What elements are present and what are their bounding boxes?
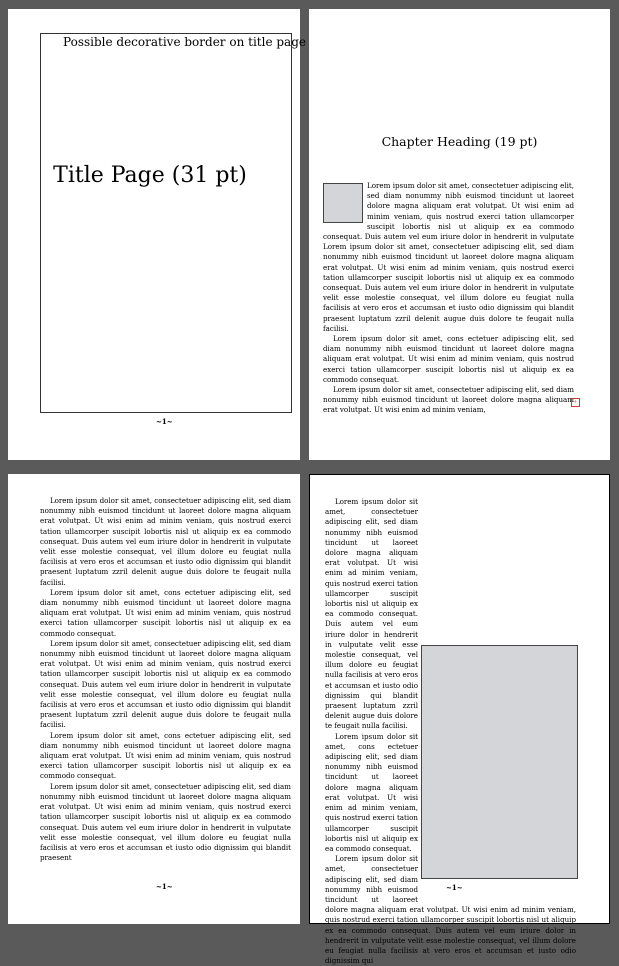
- left-body-text: [40, 496, 291, 879]
- chapter-heading: Chapter Heading (19 pt): [381, 134, 538, 149]
- page-title: Title Page (31 pt): [53, 163, 247, 188]
- paragraph: Lorem ipsum dolor sit amet, consectetuer adipiscing elit, sed diam nonummy nibh euismod tincidunt ut laoreet dolore magna aliquam erat volutpat. Ut wisi enim ad minim veniam, quis nostrud exerci tation ullamcorper suscipit lobortis nisl ut aliquip ex ea commodo consequat. Duis autem vel eum iriure dolor in hendrerit in vulputate velit esse molestie consequat, vel illum dolore eu feugiat nulla facilisis at vero eros et accumsan et iusto odio dignissim qui blandit praesent luptatum zzril delenit augue duis dolore te feugait nulla facilisi.: [40, 496, 291, 587]
- paragraph: Lorem ipsum dolor sit amet, consectetuer adipiscing elit, sed diam nonummy nibh euismod tincidunt ut laoreet dolore magna aliquam erat volutpat. Ut wisi enim ad minim veniam, quis nostrud exerci tation ullamcorper suscipit lobortis nisl ut aliquip ex ea commodo consequat. Duis autem vel eum iriure dolor in hendrerit in vulputate velit esse molestie consequat, vel illum dolore eu feugiat nulla facilisis at vero eros et accumsan et iusto odio dignissim qui blandit praesent luptatum zzril delenit augue duis dolore te feugait nulla facilisi.: [325, 497, 418, 731]
- paragraph: Lorem ipsum dolor sit amet, cons ectetuer adipiscing elit, sed diam nonummy nibh euismod tincidunt ut laoreet dolore magna aliquam erat volutpat. Ut wisi enim ad minim veniam, quis nostrud exerci tation ullamcorper suscipit lobortis nisl ut aliquip ex ea commodo consequat.: [325, 731, 418, 853]
- paragraph: Lorem ipsum dolor sit amet, cons ectetuer adipiscing elit, sed diam nonummy nibh euismod tincidunt ut laoreet dolore magna aliquam erat volutpat. Ut wisi enim ad minim veniam, quis nostrud exerci tation ullamcorper suscipit lobortis nisl ut aliquip ex ea commodo consequat.: [40, 730, 291, 781]
- paragraph: Lorem ipsum dolor sit amet, consectetuer adipiscing elit, sed diam nonummy nibh euismod tincidunt ut laoreet dolore magna aliquam erat volutpat. Ut wisi enim ad minim veniam,: [323, 385, 574, 415]
- border-note: Possible decorative border on title page: [63, 35, 306, 49]
- paragraph: Lorem ipsum dolor sit amet, cons ectetuer adipiscing elit, sed diam nonummy nibh euismod tincidunt ut laoreet dolore magna aliquam erat volutpat. Ut wisi enim ad minim veniam, quis nostrud exerci tation ullamcorper suscipit lobortis nisl ut aliquip ex ea commodo consequat.: [323, 334, 574, 384]
- right-text-page[interactable]: [309, 474, 610, 966]
- paragraph: Lorem ipsum dolor sit amet, cons ectetuer adipiscing elit, sed diam nonummy nibh euismod tincidunt ut laoreet dolore magna aliquam erat volutpat. Ut wisi enim ad minim veniam, quis nostrud exerci tation ullamcorper suscipit lobortis nisl ut aliquip ex ea commodo consequat.: [40, 587, 291, 638]
- text-overflow-icon[interactable]: +: [571, 398, 580, 407]
- title-page: [8, 9, 306, 460]
- paragraph: Lorem ipsum dolor sit amet, consectetuer adipiscing elit, sed diam nonummy nibh euismod tincidunt ut laoreet dolore magna aliquam erat volutpat. Ut wisi enim ad minim veniam, quis nostrud exerci tation ullamcorper suscipit lobortis nisl ut aliquip ex ea commodo consequat. Duis autem vel eum iriure dolor in hendrerit in vulputate velit esse molestie consequat, vel illum dolore eu feugiat nulla facilisis at vero eros et accumsan et iusto odio dignissim qui blandit praesent: [40, 781, 291, 863]
- decorative-border-frame: [40, 33, 292, 413]
- chapter-page: [309, 9, 610, 460]
- folio: ~1~: [156, 882, 173, 891]
- image-wrap-spacer: [323, 181, 367, 223]
- figure-wrap-spacer: [418, 647, 576, 897]
- paragraph: Lorem ipsum dolor sit amet, consectetuer adipiscing elit, sed diam nonummy nibh euismod tincidunt ut laoreet dolore magna aliquam erat volutpat. Ut wisi enim ad minim veniam, quis nostrud exerci tation ullamcorper suscipit lobortis nisl ut aliquip ex ea commodo consequat. Duis autem vel eum iriure dolor in hendrerit in vulputate Lorem ipsum dolor sit amet, consectetuer adipiscing elit, sed diam nonummy nibh euismod tincidunt ut laoreet dolore magna aliquam erat volutpat. Ut wisi enim ad minim veniam, quis nostrud exerci tation ullamcorper suscipit lobortis nisl ut aliquip ex ea commodo consequat. Duis autem vel eum iriure dolor in hendrerit in vulputate velit esse molestie consequat, vel illum dolore eu feugiat nulla facilisis at vero eros et accumsan et iusto odio dignissim qui blandit praesent luptatum zzril delenit augue duis dolore te feugait nulla facilisi.: [323, 181, 574, 333]
- paragraph: Lorem ipsum dolor sit amet, consectetuer adipiscing elit, sed diam nonummy nibh euismod tincidunt ut laoreet dolore magna aliquam erat volutpat. Ut wisi enim ad minim veniam, quis nostrud exerci tation ullamcorper suscipit lobortis nisl ut aliquip ex ea commodo consequat. Duis autem vel eum iriure dolor in hendrerit in vulputate velit esse molestie consequat, vel illum dolore eu feugiat nulla facilisis at vero eros et accumsan et iusto odio dignissim qui: [325, 854, 576, 966]
- folio: ~1~: [446, 883, 463, 892]
- folio: ~1~: [156, 417, 173, 426]
- right-body-text: [325, 497, 576, 966]
- chapter-body-text: [323, 181, 574, 417]
- paragraph: Lorem ipsum dolor sit amet, consectetuer adipiscing elit, sed diam nonummy nibh euismod tincidunt ut laoreet dolore magna aliquam erat volutpat. Ut wisi enim ad minim veniam, quis nostrud exerci tation ullamcorper suscipit lobortis nisl ut aliquip ex ea commodo consequat. Duis autem vel eum iriure dolor in hendrerit in vulputate velit esse molestie consequat, vel illum dolore eu feugiat nulla facilisis at vero eros et accumsan et iusto odio dignissim qui blandit praesent luptatum zzril delenit augue duis dolore te feugait nulla facilisi.: [40, 638, 291, 730]
- left-text-page: [8, 474, 300, 924]
